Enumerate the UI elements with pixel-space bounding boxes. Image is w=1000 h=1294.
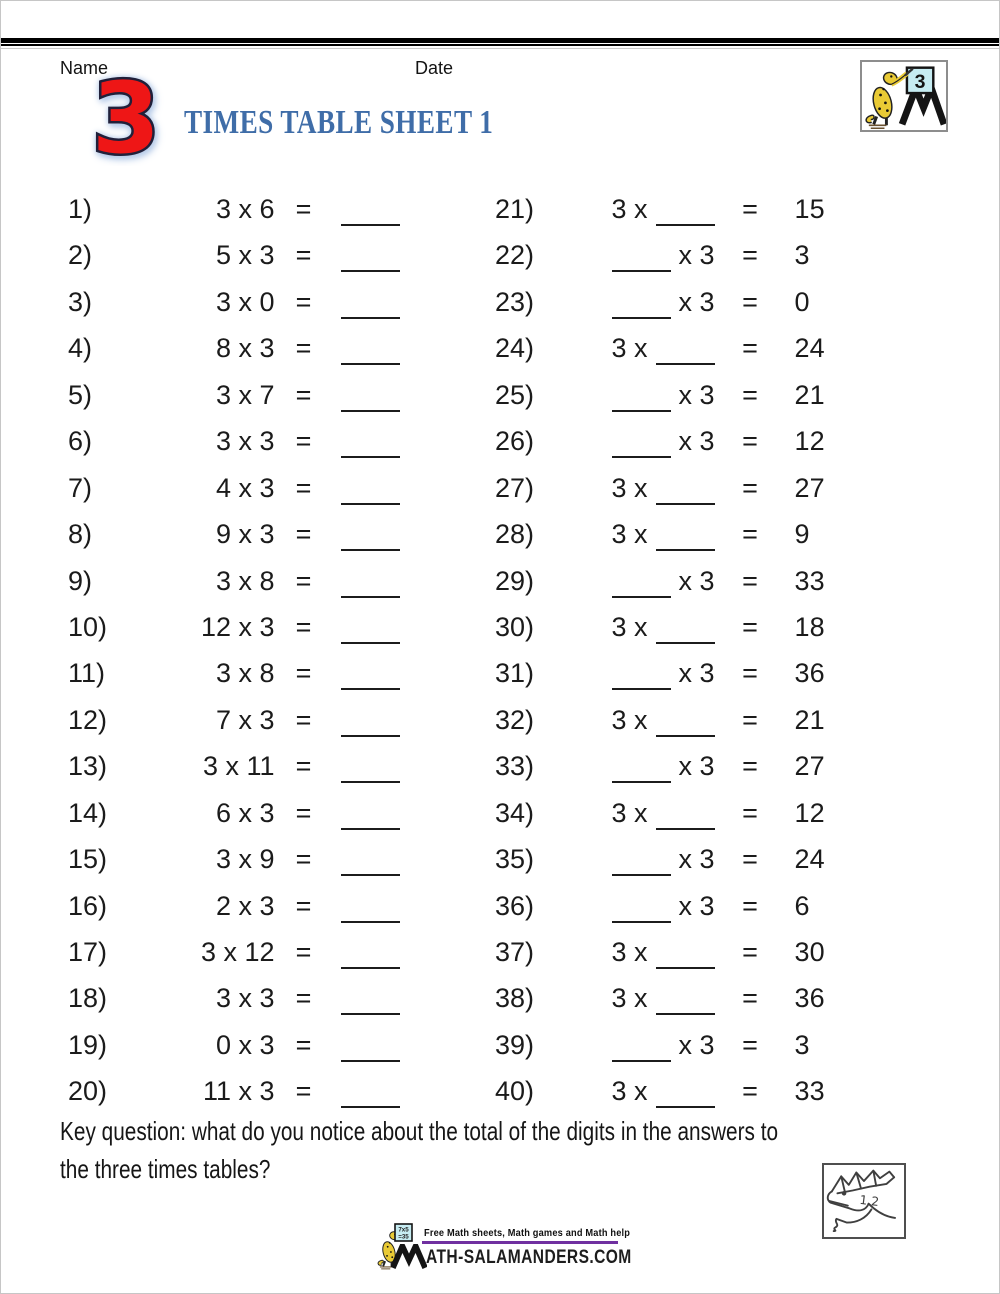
problem-row xyxy=(68,604,400,650)
answer-blank xyxy=(341,684,400,690)
problem-expression: 3 x 12 xyxy=(200,937,275,967)
problem-expression: 11 x 3 xyxy=(202,1076,275,1107)
problem-row xyxy=(68,418,400,464)
problem-answer: 21 xyxy=(794,704,825,735)
equals-sign: = xyxy=(295,704,312,735)
problem-row xyxy=(495,1022,825,1068)
equals-sign: = xyxy=(742,844,758,875)
problem-answer: 3 xyxy=(794,1029,810,1060)
equals-sign: = xyxy=(742,1076,758,1107)
problem-row xyxy=(68,743,400,789)
answer-blank xyxy=(612,1056,671,1062)
problem-expression: 3 x 9 xyxy=(215,844,275,875)
problem-expression: x 3 xyxy=(558,836,715,882)
problem-row xyxy=(495,1068,825,1114)
answer-blank xyxy=(341,545,400,551)
problem-answer: 27 xyxy=(794,472,825,503)
problem-answer: 6 xyxy=(794,890,810,921)
equals-sign: = xyxy=(295,611,312,642)
problem-number: 38) xyxy=(495,983,535,1014)
salamander-writing-icon xyxy=(862,62,946,130)
problem-row xyxy=(495,372,825,418)
answer-blank xyxy=(341,963,400,969)
answer-blank xyxy=(612,917,671,923)
lizard-drawing-icon xyxy=(824,1165,900,1233)
answer-blank xyxy=(656,220,715,226)
problem-expression: x 3 xyxy=(558,743,715,789)
answer-blank xyxy=(341,1056,400,1062)
problem-row xyxy=(495,279,825,325)
equals-sign: = xyxy=(295,983,312,1014)
problem-expression: 6 x 3 xyxy=(215,797,275,828)
problem-expression: 3 x xyxy=(558,511,715,557)
sketch-marks: 1 2 xyxy=(858,1192,880,1210)
problem-expression: x 3 xyxy=(558,232,715,278)
equals-sign: = xyxy=(295,751,312,782)
stool xyxy=(869,125,887,128)
footer-board-line2: =35 xyxy=(398,1233,409,1241)
problem-number: 36) xyxy=(495,890,535,921)
problem-answer: 9 xyxy=(794,519,810,550)
problem-row xyxy=(68,232,400,278)
equals-sign: = xyxy=(742,937,758,967)
answer-blank xyxy=(341,220,400,226)
equals-sign: = xyxy=(295,333,312,364)
problem-number: 18) xyxy=(68,983,108,1014)
footer-board-icon xyxy=(394,1223,413,1242)
equals-sign: = xyxy=(295,565,312,596)
problem-expression: x 3 xyxy=(558,558,715,604)
problem-answer: 30 xyxy=(794,937,825,967)
problem-number: 34) xyxy=(495,797,535,828)
problem-number: 33) xyxy=(495,751,535,782)
answer-blank xyxy=(341,359,400,365)
problem-expression: 7 x 3 xyxy=(215,704,275,735)
problem-answer: 33 xyxy=(794,1076,825,1107)
problem-number: 16) xyxy=(68,890,108,921)
problem-row xyxy=(495,325,825,371)
equals-sign: = xyxy=(742,519,758,550)
answer-blank xyxy=(656,963,715,969)
answer-blank xyxy=(341,266,400,272)
answer-blank xyxy=(341,313,400,319)
equals-sign: = xyxy=(742,611,758,642)
answer-area xyxy=(333,372,400,418)
problem-row xyxy=(495,975,825,1021)
header-rule xyxy=(0,38,1000,49)
problems-column-right xyxy=(495,186,825,1115)
answer-blank xyxy=(341,499,400,505)
problem-number: 37) xyxy=(495,937,535,967)
problem-number: 39) xyxy=(495,1029,535,1060)
answer-area xyxy=(333,325,400,371)
problem-expression: 5 x 3 xyxy=(215,240,275,271)
answer-blank xyxy=(341,1009,400,1015)
problem-row xyxy=(495,697,825,743)
equals-sign: = xyxy=(742,240,758,271)
problem-number: 15) xyxy=(68,844,108,875)
problems-column-left xyxy=(68,186,400,1115)
equals-sign: = xyxy=(742,426,758,457)
answer-area xyxy=(333,975,400,1021)
problem-number: 1) xyxy=(68,194,93,224)
problem-row xyxy=(68,279,400,325)
footer-purple-rule xyxy=(422,1241,618,1244)
answer-blank xyxy=(612,266,671,272)
problem-row xyxy=(495,743,825,789)
key-question-line1: Key question: what do you notice about the total of the digits in the answers to xyxy=(60,1116,779,1146)
answer-blank xyxy=(341,1102,400,1108)
problem-expression: 3 x xyxy=(558,186,715,232)
footer-wordmark: ATH-SALAMANDERS.COM xyxy=(426,1247,632,1268)
problem-answer: 36 xyxy=(794,658,825,689)
problem-number: 10) xyxy=(68,611,108,642)
problem-expression: 9 x 3 xyxy=(215,519,275,550)
equals-sign: = xyxy=(295,194,312,224)
problem-expression: 3 x xyxy=(558,975,715,1021)
equals-sign: = xyxy=(742,797,758,828)
answer-blank xyxy=(656,1102,715,1108)
answer-blank xyxy=(612,452,671,458)
problem-number: 35) xyxy=(495,844,535,875)
problem-number: 20) xyxy=(68,1076,108,1107)
problem-expression: 3 x 3 xyxy=(215,426,275,457)
answer-area xyxy=(333,604,400,650)
answer-blank xyxy=(341,824,400,830)
problem-number: 29) xyxy=(495,565,535,596)
problem-number: 7) xyxy=(68,472,93,503)
problem-answer: 21 xyxy=(794,379,825,410)
problem-number: 26) xyxy=(495,426,535,457)
problem-expression: 12 x 3 xyxy=(200,611,275,642)
problem-answer: 12 xyxy=(794,426,825,457)
problem-number: 3) xyxy=(68,286,93,317)
problem-number: 19) xyxy=(68,1029,108,1060)
answer-blank xyxy=(656,731,715,737)
problem-row xyxy=(68,790,400,836)
equals-sign: = xyxy=(295,240,312,271)
answer-area xyxy=(333,511,400,557)
problem-expression: x 3 xyxy=(558,418,715,464)
equals-sign: = xyxy=(295,1076,312,1107)
problem-answer: 0 xyxy=(794,286,810,317)
problem-expression: x 3 xyxy=(558,1022,715,1068)
equals-sign: = xyxy=(295,379,312,410)
footer-board-line1: 7x5 xyxy=(398,1226,409,1234)
answer-blank xyxy=(612,684,671,690)
answer-blank xyxy=(341,870,400,876)
problem-answer: 15 xyxy=(794,194,825,224)
answer-blank xyxy=(341,452,400,458)
problem-answer: 24 xyxy=(794,844,825,875)
equals-sign: = xyxy=(742,565,758,596)
logo-board-digit: 3 xyxy=(914,71,926,94)
problem-number: 12) xyxy=(68,704,108,735)
problem-row xyxy=(495,232,825,278)
answer-area xyxy=(333,465,400,511)
equals-sign: = xyxy=(295,519,312,550)
answer-area xyxy=(333,232,400,278)
problem-answer: 18 xyxy=(794,611,825,642)
problem-answer: 12 xyxy=(794,797,825,828)
math-salamanders-logo xyxy=(860,60,948,132)
footer-tagline: Free Math sheets, Math games and Math help xyxy=(424,1227,631,1239)
problem-number: 23) xyxy=(495,286,535,317)
problem-expression: x 3 xyxy=(558,372,715,418)
problem-row xyxy=(495,186,825,232)
problem-number: 13) xyxy=(68,751,108,782)
problem-number: 21) xyxy=(495,194,535,224)
answer-blank xyxy=(612,777,671,783)
answer-area xyxy=(333,186,400,232)
answer-area xyxy=(333,418,400,464)
answer-blank xyxy=(656,499,715,505)
key-question-line2: the three times tables? xyxy=(60,1154,271,1184)
equals-sign: = xyxy=(742,194,758,224)
equals-sign: = xyxy=(295,472,312,503)
problem-number: 27) xyxy=(495,472,535,503)
problem-number: 2) xyxy=(68,240,93,271)
problem-row xyxy=(68,511,400,557)
problem-row xyxy=(495,929,825,975)
problem-row xyxy=(495,558,825,604)
answer-blank xyxy=(612,592,671,598)
problem-expression: 3 x 11 xyxy=(202,751,275,782)
problem-expression: 3 x 6 xyxy=(215,194,275,224)
equals-sign: = xyxy=(295,286,312,317)
problem-expression: 3 x 3 xyxy=(215,983,275,1014)
answer-area xyxy=(333,929,400,975)
problem-answer: 27 xyxy=(794,751,825,782)
problem-row xyxy=(495,790,825,836)
answer-blank xyxy=(341,917,400,923)
problem-row xyxy=(68,325,400,371)
answer-area xyxy=(333,558,400,604)
equals-sign: = xyxy=(742,751,758,782)
problem-number: 25) xyxy=(495,379,535,410)
problem-row xyxy=(495,418,825,464)
equals-sign: = xyxy=(742,983,758,1014)
problem-row xyxy=(495,465,825,511)
problem-row xyxy=(495,650,825,696)
answer-blank xyxy=(656,824,715,830)
page-title: TIMES TABLE SHEET 1 xyxy=(184,104,494,141)
problem-expression: 3 x xyxy=(558,790,715,836)
problem-row xyxy=(68,883,400,929)
problem-row xyxy=(68,1022,400,1068)
problem-number: 9) xyxy=(68,565,93,596)
problem-expression: 4 x 3 xyxy=(215,472,275,503)
problem-expression: 3 x xyxy=(558,1068,715,1114)
equals-sign: = xyxy=(742,333,758,364)
problem-number: 22) xyxy=(495,240,535,271)
salamander-sketch xyxy=(822,1163,906,1239)
equals-sign: = xyxy=(742,890,758,921)
answer-area xyxy=(333,1022,400,1068)
answer-blank xyxy=(612,406,671,412)
problem-number: 4) xyxy=(68,333,93,364)
problem-number: 32) xyxy=(495,704,535,735)
problem-expression: 3 x 8 xyxy=(215,658,275,689)
equals-sign: = xyxy=(295,426,312,457)
problem-number: 6) xyxy=(68,426,93,457)
problem-row xyxy=(68,697,400,743)
answer-blank xyxy=(341,777,400,783)
problem-number: 11) xyxy=(68,658,106,689)
problem-number: 5) xyxy=(68,379,93,410)
problem-expression: 3 x xyxy=(558,325,715,371)
problem-number: 8) xyxy=(68,519,93,550)
answer-blank xyxy=(341,638,400,644)
equals-sign: = xyxy=(295,844,312,875)
problem-expression: 3 x xyxy=(558,465,715,511)
date-label: Date xyxy=(415,58,454,78)
problem-expression: 3 x xyxy=(558,604,715,650)
problem-row xyxy=(495,836,825,882)
answer-blank xyxy=(656,1009,715,1015)
answer-blank xyxy=(341,592,400,598)
problem-expression: 3 x xyxy=(558,697,715,743)
equals-sign: = xyxy=(742,704,758,735)
answer-area xyxy=(333,790,400,836)
problem-answer: 24 xyxy=(794,333,825,364)
footer-m-icon xyxy=(391,1244,427,1269)
problem-row xyxy=(68,929,400,975)
problem-expression: 3 x 0 xyxy=(215,286,275,317)
equals-sign: = xyxy=(295,658,312,689)
answer-area xyxy=(333,650,400,696)
problem-expression: 8 x 3 xyxy=(215,333,275,364)
answer-blank xyxy=(341,731,400,737)
answer-area xyxy=(333,883,400,929)
equals-sign: = xyxy=(742,379,758,410)
equals-sign: = xyxy=(295,797,312,828)
answer-blank xyxy=(612,870,671,876)
equals-sign: = xyxy=(742,472,758,503)
problem-row xyxy=(68,1068,400,1114)
badge-digit: 3 xyxy=(91,62,161,166)
times-table-number-badge xyxy=(74,62,184,166)
problem-expression: x 3 xyxy=(558,650,715,696)
problem-row xyxy=(68,650,400,696)
problem-row xyxy=(68,465,400,511)
answer-blank xyxy=(341,406,400,412)
problem-number: 30) xyxy=(495,611,535,642)
problem-number: 17) xyxy=(68,937,108,967)
name-label: Name xyxy=(60,58,109,78)
problem-row xyxy=(68,558,400,604)
answer-area xyxy=(333,743,400,789)
answer-blank xyxy=(656,638,715,644)
equals-sign: = xyxy=(742,286,758,317)
answer-blank xyxy=(656,545,715,551)
answer-area xyxy=(333,836,400,882)
problem-answer: 36 xyxy=(794,983,825,1014)
problem-expression: x 3 xyxy=(558,883,715,929)
problem-answer: 3 xyxy=(794,240,810,271)
problem-answer: 33 xyxy=(794,565,825,596)
answer-area xyxy=(333,1068,400,1114)
problem-expression: 3 x 8 xyxy=(215,565,275,596)
problem-number: 14) xyxy=(68,797,108,828)
problem-expression: 2 x 3 xyxy=(215,890,275,921)
answer-blank xyxy=(656,359,715,365)
problem-number: 40) xyxy=(495,1076,535,1107)
problem-number: 31) xyxy=(495,658,535,689)
problem-expression: x 3 xyxy=(558,279,715,325)
problem-row xyxy=(495,511,825,557)
problem-row xyxy=(68,186,400,232)
equals-sign: = xyxy=(295,1029,312,1060)
problem-row xyxy=(68,975,400,1021)
answer-area xyxy=(333,697,400,743)
problem-number: 28) xyxy=(495,519,535,550)
problem-row xyxy=(495,604,825,650)
problem-row xyxy=(68,372,400,418)
equals-sign: = xyxy=(742,1029,758,1060)
problem-row xyxy=(68,836,400,882)
problem-row xyxy=(495,883,825,929)
answer-blank xyxy=(612,313,671,319)
equals-sign: = xyxy=(295,890,312,921)
equals-sign: = xyxy=(742,658,758,689)
problem-number: 24) xyxy=(495,333,535,364)
answer-area xyxy=(333,279,400,325)
equals-sign: = xyxy=(295,937,312,967)
problem-expression: 3 x 7 xyxy=(215,379,275,410)
problem-expression: 0 x 3 xyxy=(215,1029,275,1060)
problem-expression: 3 x xyxy=(558,929,715,975)
